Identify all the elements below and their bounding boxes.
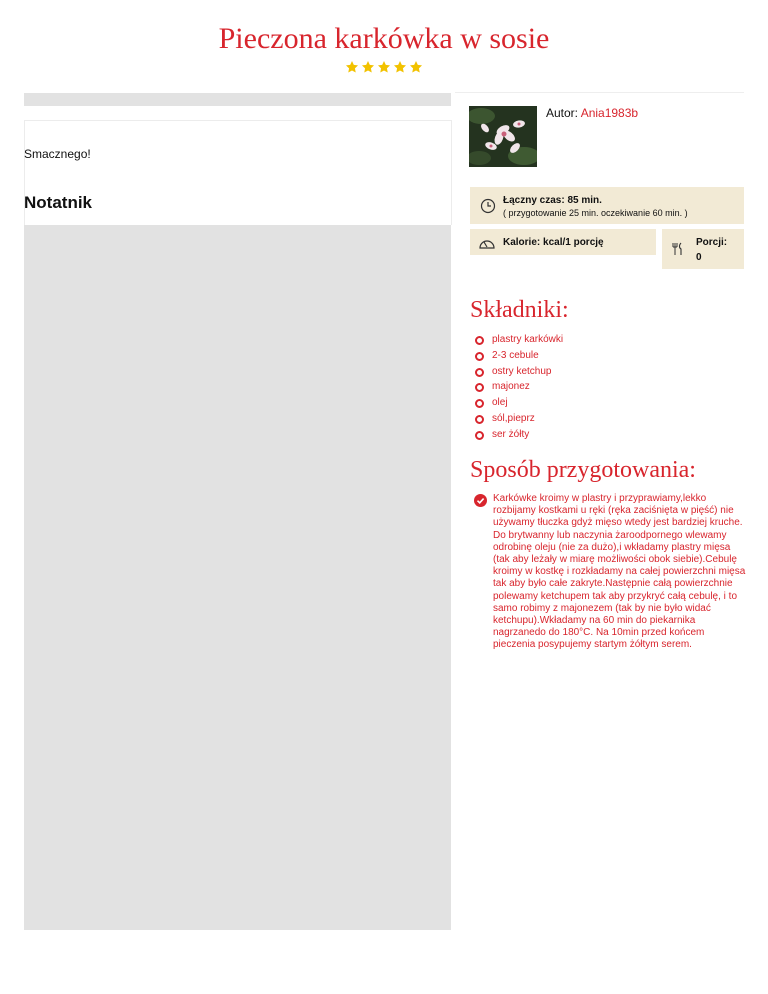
star-icon[interactable] bbox=[377, 60, 391, 74]
ingredients-list bbox=[475, 333, 563, 444]
divider bbox=[455, 92, 744, 93]
time-breakdown: ( przygotowanie 25 min. oczekiwanie 60 min. ) bbox=[503, 208, 688, 218]
portions-title: Porcji: bbox=[696, 237, 728, 248]
ingredient-item bbox=[475, 333, 563, 349]
ingredient-item bbox=[475, 396, 563, 412]
fork-knife-icon bbox=[671, 242, 683, 256]
ingredient-item bbox=[475, 349, 563, 365]
left-top-bar bbox=[24, 93, 451, 106]
star-icon[interactable] bbox=[409, 60, 423, 74]
circle-bullet-icon bbox=[475, 383, 484, 392]
ingredient-text: olej bbox=[492, 397, 508, 409]
clock-icon bbox=[480, 198, 496, 214]
author-prefix: Autor: bbox=[546, 106, 579, 120]
portions-label bbox=[696, 235, 727, 265]
calories-label: Kalorie: kcal/1 porcję bbox=[503, 237, 604, 248]
ingredient-text: ostry ketchup bbox=[492, 365, 552, 377]
circle-bullet-icon bbox=[475, 399, 484, 408]
ingredient-text: sól,pieprz bbox=[492, 412, 535, 424]
star-icon[interactable] bbox=[345, 60, 359, 74]
portions-box bbox=[662, 229, 744, 269]
notes-panel[interactable] bbox=[24, 225, 451, 930]
speedometer-icon bbox=[478, 236, 496, 250]
total-time-box bbox=[470, 187, 744, 224]
notes-heading: Notatnik bbox=[24, 193, 92, 212]
star-icon[interactable] bbox=[361, 60, 375, 74]
circle-bullet-icon bbox=[475, 368, 484, 377]
star-icon[interactable] bbox=[393, 60, 407, 74]
calories-box bbox=[470, 229, 656, 255]
ingredient-text: 2-3 cebule bbox=[492, 349, 539, 361]
ingredient-text: majonez bbox=[492, 381, 530, 393]
circle-bullet-icon bbox=[475, 352, 484, 361]
author-line bbox=[546, 106, 638, 120]
closing-text: Smacznego! bbox=[24, 147, 91, 161]
avatar-image bbox=[469, 106, 537, 167]
recipe-title: Pieczona karkówka w sosie bbox=[218, 22, 550, 55]
ingredient-text: ser żółty bbox=[492, 428, 530, 440]
ingredient-item bbox=[475, 365, 563, 381]
rating-stars[interactable] bbox=[0, 60, 768, 79]
ingredient-item bbox=[475, 380, 563, 396]
check-circle-icon bbox=[474, 494, 487, 507]
ingredients-heading: Składniki: bbox=[470, 297, 569, 323]
author-avatar[interactable] bbox=[469, 106, 537, 167]
author-link[interactable]: Ania1983b bbox=[580, 106, 639, 120]
circle-bullet-icon bbox=[475, 431, 484, 440]
preparation-heading: Sposób przygotowania: bbox=[470, 457, 696, 483]
circle-bullet-icon bbox=[475, 336, 484, 345]
preparation-step bbox=[474, 493, 749, 652]
portions-value: 0 bbox=[696, 252, 702, 263]
circle-bullet-icon bbox=[475, 415, 484, 424]
ingredient-item bbox=[475, 428, 563, 444]
total-time-label: Łączny czas: 85 min. bbox=[503, 195, 602, 206]
step-text: Karkówke kroimy w plastry i przyprawiamy,lekko rozbijamy kostkami u ręki (ręka zaciśnięta w pięść) nie używamy tłuczka gdyż mięso wtedy jest bardziej kruche. Do brytwanny lub naczynia żaroodpornego wlewamy odrobinę oleju (nie za dużo),i wkładamy plastry mięsa (tak aby leżały w miarę możliwości obok siebie).Cebulę kroimy w kostkę i rozkładamy na całej powierzchni mięsa tak aby było całe zakryte.Następnie całą powierzchnie polewamy ketchupem tak aby przykryć całą cebulę, i to samo robimy z majonezem (tak by nie było widać ketchupu).Wkładamy na 60 min do piekarnika nagrzanedo do 180°C. Na 10min przed końcem pieczenia posypujemy startym żółtym serem. bbox=[493, 493, 746, 651]
ingredient-text: plastry karkówki bbox=[492, 334, 564, 345]
ingredient-item bbox=[475, 412, 563, 428]
